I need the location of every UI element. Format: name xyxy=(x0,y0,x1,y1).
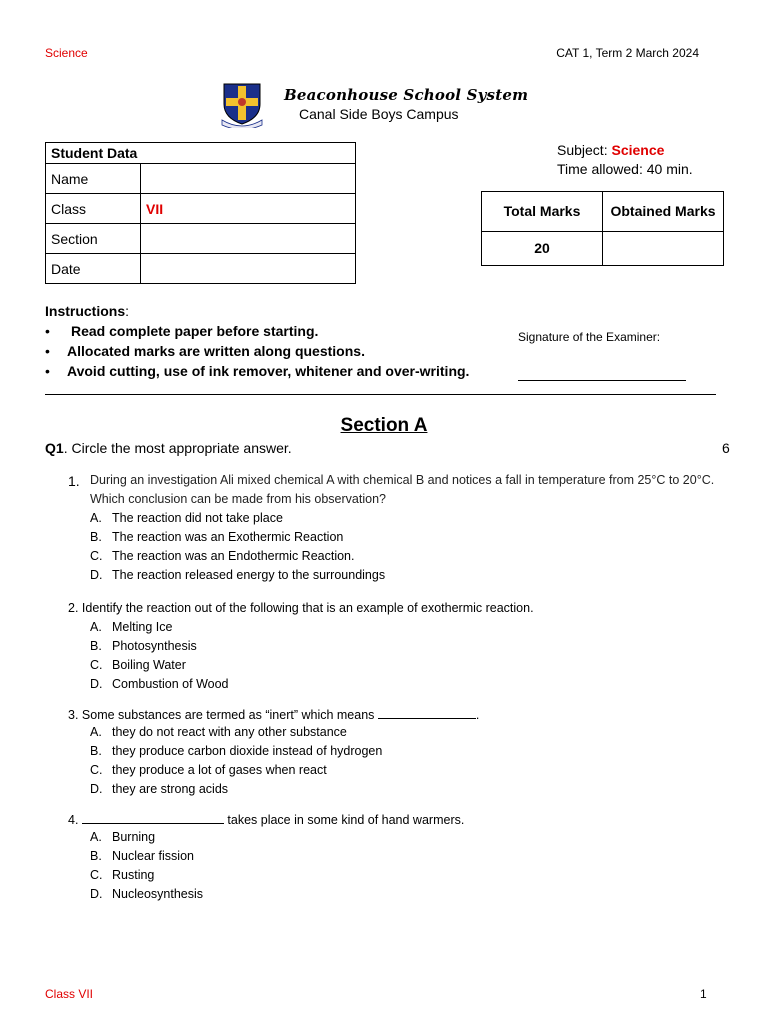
school-name: Beaconhouse School System xyxy=(284,86,529,104)
header-exam-info: CAT 1, Term 2 March 2024 xyxy=(556,46,699,60)
question-number: 2. xyxy=(68,601,79,615)
option[interactable]: A. Burning xyxy=(90,830,156,844)
options-list xyxy=(90,828,203,904)
options-list xyxy=(90,723,382,799)
school-crest-icon xyxy=(218,82,266,128)
question-number: 3. xyxy=(68,708,79,722)
page-number: 1 xyxy=(700,987,707,1001)
option[interactable]: D. The reaction released energy to the surroundings xyxy=(90,568,386,582)
student-data-title: Student Data xyxy=(46,143,356,164)
divider xyxy=(45,394,716,395)
instruction-item: • Read complete paper before starting. xyxy=(45,321,469,341)
option[interactable]: D. Nucleosynthesis xyxy=(90,887,204,901)
row-label: Date xyxy=(46,254,141,284)
header-subject: Science xyxy=(45,46,88,60)
instruction-item: • Allocated marks are written along questions. xyxy=(45,341,469,361)
total-marks-header: Total Marks xyxy=(482,192,603,232)
subject-label: Subject: xyxy=(557,142,608,158)
question-text: Identify the reaction out of the following that is an example of exothermic reaction. xyxy=(81,601,534,615)
name-field[interactable] xyxy=(141,164,356,194)
table-row xyxy=(46,164,356,194)
obtained-marks-header: Obtained Marks xyxy=(603,192,724,232)
option[interactable]: C. they produce a lot of gases when react xyxy=(90,763,327,777)
option[interactable]: D. Combustion of Wood xyxy=(90,677,229,691)
instructions-title: Instructions xyxy=(45,303,126,319)
obtained-marks-field[interactable] xyxy=(603,232,724,266)
option[interactable]: A. they do not react with any other substance xyxy=(90,725,347,739)
question-text: During an investigation Ali mixed chemical A with chemical B and notices a fall in temperature from 25°C to 20°C. Which conclusion can be made from his observation? xyxy=(90,473,715,506)
q1-heading xyxy=(45,440,292,456)
campus-name: Canal Side Boys Campus xyxy=(299,106,459,122)
table-row xyxy=(46,224,356,254)
option[interactable]: A. Melting Ice xyxy=(90,620,173,634)
options-list xyxy=(90,618,229,694)
instructions: Instructions: • Read complete paper before starting. • Allocated marks are written along questions. • Avoid cutting, use of ink remover, whitener and over-writing. xyxy=(45,301,469,381)
student-data-table xyxy=(45,142,356,284)
footer-class: Class VII xyxy=(45,987,94,1001)
section-title: Section A xyxy=(340,415,428,436)
question-2 xyxy=(68,599,534,618)
question-text: Some substances are termed as “inert” which means xyxy=(81,708,375,722)
answer-blank[interactable] xyxy=(378,718,476,719)
option[interactable]: B. The reaction was an Exothermic Reaction xyxy=(90,530,344,544)
total-marks-value: 20 xyxy=(482,232,603,266)
signature-line[interactable] xyxy=(518,380,686,381)
option[interactable]: B. they produce carbon dioxide instead of hydrogen xyxy=(90,744,383,758)
question-text: takes place in some kind of hand warmers. xyxy=(227,813,465,827)
instruction-item: • Avoid cutting, use of ink remover, whitener and over-writing. xyxy=(45,361,469,381)
table-row xyxy=(46,194,356,224)
section-field[interactable] xyxy=(141,224,356,254)
table-row xyxy=(46,254,356,284)
question-number: 1. xyxy=(68,473,80,489)
option[interactable]: C. Boiling Water xyxy=(90,658,186,672)
time-allowed: Time allowed: 40 min. xyxy=(557,161,693,177)
row-label: Section xyxy=(46,224,141,254)
q1-text: . Circle the most appropriate answer. xyxy=(63,440,292,456)
option[interactable]: B. Nuclear fission xyxy=(90,849,194,863)
question-number: 4. xyxy=(68,813,79,827)
answer-blank[interactable] xyxy=(82,823,224,824)
subject-block xyxy=(557,141,693,179)
marks-table xyxy=(481,191,724,266)
row-label: Name xyxy=(46,164,141,194)
examiner-signature-label: Signature of the Examiner: xyxy=(518,330,661,344)
date-field[interactable] xyxy=(141,254,356,284)
class-field[interactable]: VII xyxy=(141,194,356,224)
subject-value: Science xyxy=(611,142,665,158)
option[interactable]: C. Rusting xyxy=(90,868,155,882)
options-list xyxy=(90,509,385,585)
question-3: 3. Some substances are termed as “inert” which means . xyxy=(68,708,480,722)
q1-label: Q1 xyxy=(45,440,64,456)
option[interactable]: A. The reaction did not take place xyxy=(90,511,283,525)
q1-marks: 6 xyxy=(722,440,730,456)
option[interactable]: D. they are strong acids xyxy=(90,782,229,796)
row-label: Class xyxy=(46,194,141,224)
option[interactable]: B. Photosynthesis xyxy=(90,639,197,653)
option[interactable]: C. The reaction was an Endothermic Reaction. xyxy=(90,549,355,563)
